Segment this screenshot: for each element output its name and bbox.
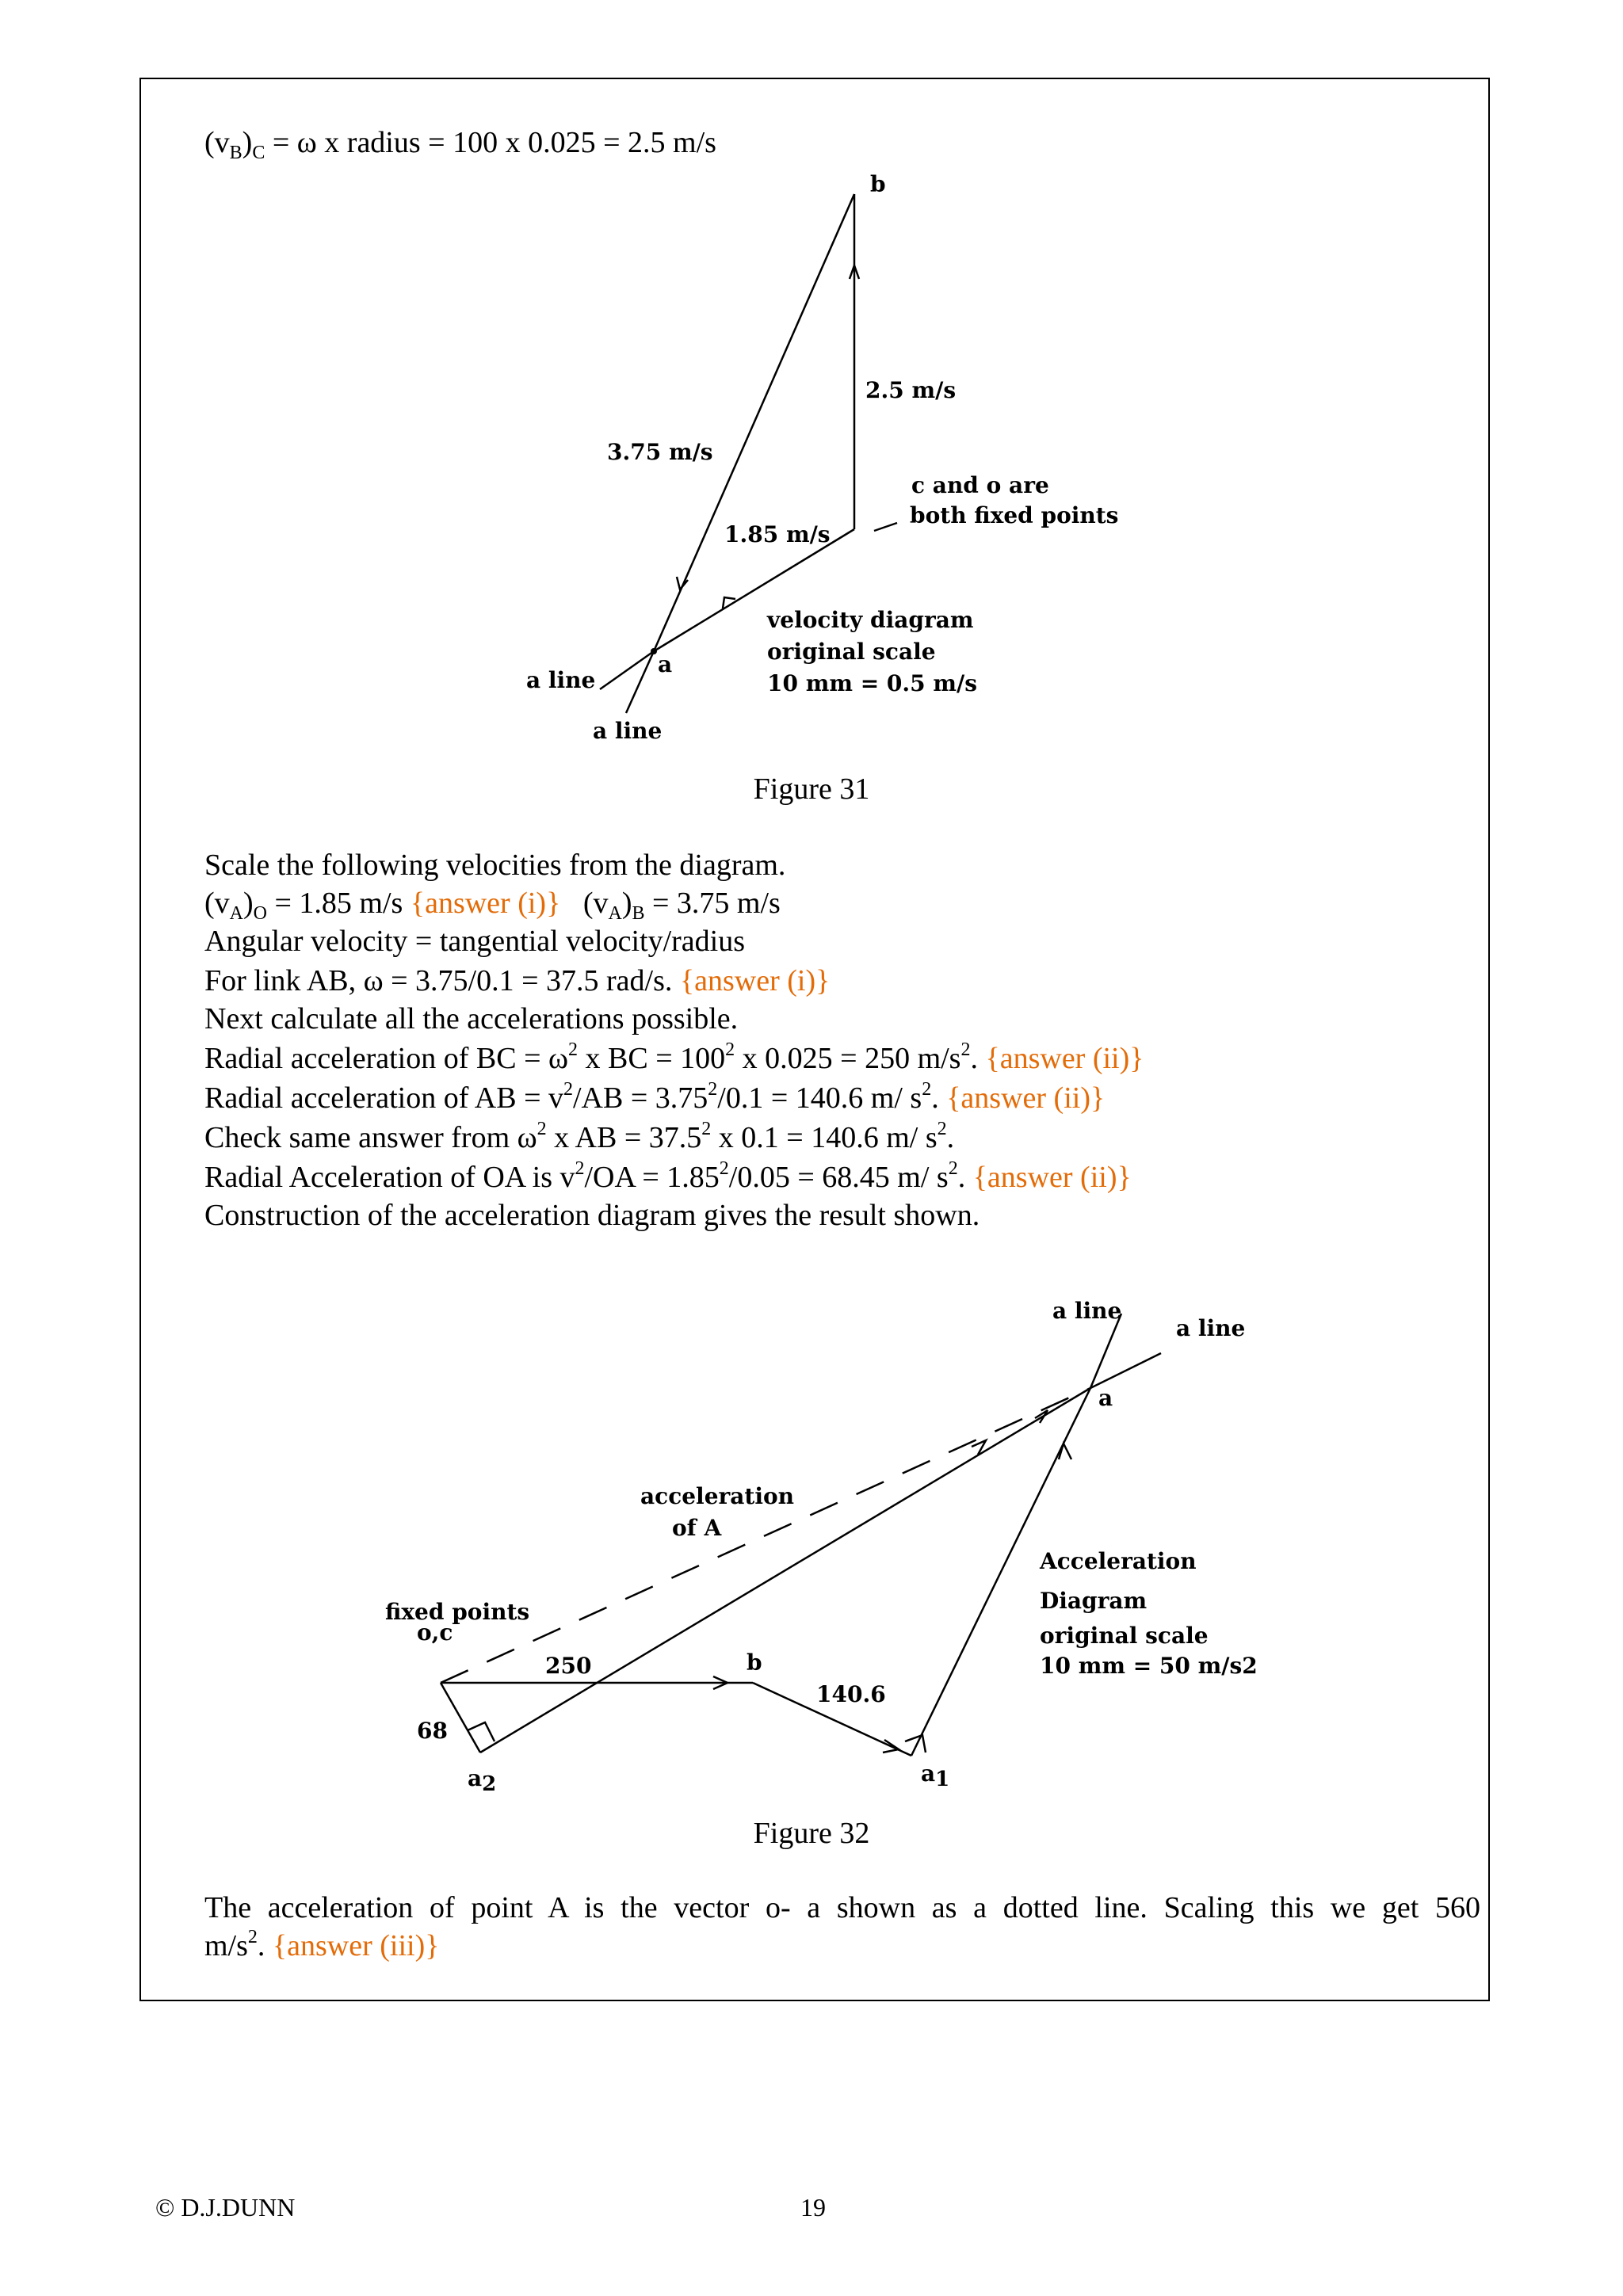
- pointer-line: [874, 523, 897, 531]
- fig31-label-vd-3: 10 mm = 0.5 m/s: [767, 670, 978, 696]
- fig32-label-diag-4: 10 mm = 50 m/s2: [1040, 1653, 1258, 1679]
- scale-intro: Scale the following velocities from the diagram.: [204, 849, 786, 882]
- angular-velocity: Angular velocity = tangential velocity/radius: [204, 925, 746, 958]
- fig32-label-fixed-2: o,c: [417, 1619, 453, 1646]
- fig32-label-1406: 140.6: [816, 1681, 886, 1707]
- radial-ab: Radial acceleration of AB = $v^2/AB = 3.75^2/0.1 = 140.6$ m/ $s^2$. {answer (ii)}: [204, 1079, 1106, 1115]
- fig32-label-fixed-1: fixed points: [385, 1599, 530, 1625]
- fig31-label-c-o-2: both fixed points: [910, 502, 1119, 528]
- fig32-label-accel-1: acceleration: [640, 1483, 795, 1509]
- next-calc: Next calculate all the accelerations possible.: [204, 1002, 739, 1035]
- a-line-3: [1090, 1314, 1121, 1388]
- footer-copyright: © D.J.DUNN: [155, 2193, 296, 2222]
- va-equations: $(v_A)_O = 1.85$ m/s {answer (i)} $(v_A)_B = 3.75$ m/s: [204, 887, 781, 924]
- radial-oa: Radial Acceleration of OA is $v^2/OA = 1.85^2/0.05 = 68.45$ m/ $s^2$. {answer (ii)}: [204, 1158, 1132, 1194]
- point-a: [651, 648, 657, 654]
- fig32-label-a1: a1: [921, 1760, 950, 1791]
- check-ab: Check same answer from $\omega^2$ x AB = $37.5^2$ x 0.1 = 140.6 m/ $s^2$.: [204, 1119, 955, 1154]
- figure32-caption: Figure 32: [753, 1817, 870, 1850]
- fig32-label-aline-1: a line: [1052, 1298, 1122, 1324]
- radial-bc: Radial acceleration of BC = $\omega^2$ x BC = $100^2$ x 0.025 = 250 $m/s^2$. {answer (ii)}: [204, 1039, 1144, 1075]
- vb-equation: $(v_B)_C = \omega$ x radius = 100 x 0.025 = 2.5 m/s: [204, 126, 716, 163]
- fig31-label-b: b: [870, 171, 886, 197]
- fig32-label-250: 250: [545, 1653, 592, 1679]
- a-line-4: [1090, 1353, 1161, 1388]
- page-number: 19: [800, 2193, 826, 2222]
- construction: Construction of the acceleration diagram gives the result shown.: [204, 1199, 980, 1232]
- fig31-label-a: a: [658, 651, 673, 677]
- fig31-label-vd-1: velocity diagram: [767, 607, 974, 633]
- fig32-label-a: a: [1098, 1385, 1113, 1411]
- fig32-label-diag-1: Acceleration: [1040, 1548, 1197, 1574]
- fig31-label-185: 1.85 m/s: [724, 521, 831, 547]
- fig31-label-25: 2.5 m/s: [865, 377, 957, 403]
- final-paragraph-line1: The acceleration of point A is the vector o- a shown as a dotted line. Scaling this we get 560: [204, 1891, 1480, 1924]
- right-angle-a1: [905, 1735, 926, 1753]
- fig31-label-vd-2: original scale: [767, 639, 936, 665]
- fig32-label-68: 68: [417, 1718, 448, 1744]
- fig32-label-diag-2: Diagram: [1040, 1588, 1148, 1614]
- fig31-label-aline-2: a line: [593, 718, 663, 744]
- fig32-label-accel-2: of A: [672, 1515, 722, 1541]
- fig31-label-c-o-1: c and o are: [911, 472, 1049, 498]
- figure31-caption: Figure 31: [753, 772, 870, 806]
- fig31-label-375: 3.75 m/s: [607, 439, 713, 465]
- arrow-a1-a: [1059, 1444, 1071, 1459]
- fig32-label-aline-2: a line: [1176, 1315, 1246, 1341]
- link-ab: For link AB, ω = 3.75/0.1 = 37.5 rad/s. {answer (i)}: [204, 964, 831, 997]
- fig31-label-aline-1: a line: [526, 667, 596, 693]
- final-paragraph-line2: $m/s^2$. {answer (iii)}: [204, 1927, 440, 1962]
- accel-of-a-dashed: [441, 1388, 1090, 1683]
- fig32-label-diag-3: original scale: [1040, 1623, 1209, 1649]
- fig32-label-a2: a2: [468, 1765, 497, 1796]
- fig32-label-b: b: [747, 1650, 762, 1676]
- vector-ab: [654, 194, 854, 651]
